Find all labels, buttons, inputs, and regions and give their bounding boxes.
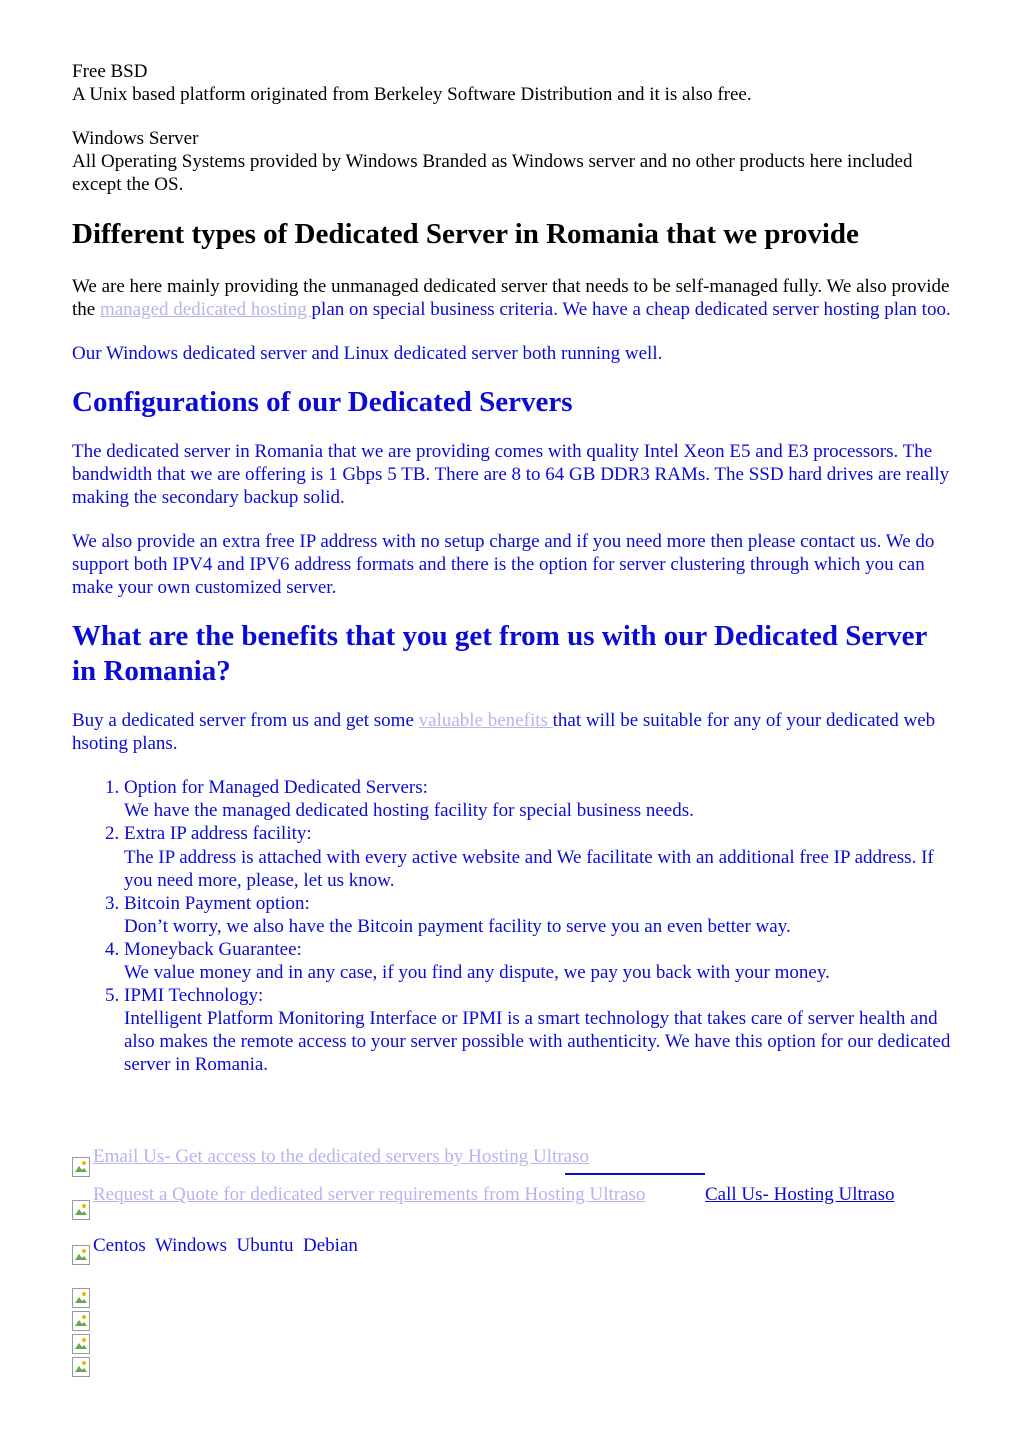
section1-p1-after: plan on special business criteria. We have a cheap dedicated server hosting plan too. bbox=[311, 299, 951, 320]
managed-hosting-link[interactable]: managed dedicated hosting bbox=[99, 299, 312, 320]
os-links bbox=[93, 1234, 358, 1257]
section2-paragraph-2: We also provide an extra free IP address with no setup charge and if you need more then please contact us. We do support both IPV4 and IPV6 address formats and there is the option for server clustering through which you can make your own customized server. bbox=[72, 531, 935, 598]
section3-intro-after: that will be suitable for any of your dedicated web hsoting plans. bbox=[72, 710, 936, 754]
valuable-benefits-link[interactable]: valuable benefits bbox=[418, 710, 553, 731]
section1-p1-before: We are here mainly providing the unmanaged dedicated server that needs to be self-managed fully. We also provide the bbox=[72, 276, 950, 320]
benefit-desc: Don’t worry, we also have the Bitcoin payment facility to serve you an even better way. bbox=[124, 916, 791, 937]
benefit-title: Bitcoin Payment option: bbox=[124, 893, 310, 914]
section2-paragraph-1: The dedicated server in Romania that we are providing comes with quality Intel Xeon E5 and E3 processors. The bandwidth that we are offering is 1 Gbps 5 TB. There are 8 to 64 GB DDR3 RAMs. The SSD hard drives are really making the secondary backup solid. bbox=[72, 441, 950, 508]
broken-image-stack bbox=[72, 1288, 102, 1383]
benefit-title: Moneyback Guarantee: bbox=[124, 939, 302, 960]
broken-image-icon bbox=[72, 1357, 90, 1377]
section1-paragraph-2: Our Windows dedicated server and Linux dedicated server both running well. bbox=[72, 343, 663, 364]
benefit-title: Extra IP address facility: bbox=[124, 823, 312, 844]
section2-heading: Configurations of our Dedicated Servers bbox=[72, 386, 573, 418]
email-row bbox=[72, 1145, 972, 1185]
email-us-link[interactable]: Email Us- Get access to the dedicated servers by Hosting Ultraso bbox=[93, 1146, 589, 1167]
os-link-windows[interactable]: Windows bbox=[154, 1235, 228, 1256]
list-item bbox=[124, 776, 952, 822]
list-item bbox=[124, 822, 952, 892]
benefit-desc: We value money and in any case, if you find any dispute, we pay you back with your money. bbox=[124, 962, 830, 983]
broken-image-icon bbox=[72, 1157, 90, 1177]
broken-image-icon bbox=[72, 1311, 90, 1331]
benefit-title: IPMI Technology: bbox=[124, 985, 264, 1006]
broken-image-icon bbox=[72, 1245, 90, 1265]
broken-image-icon bbox=[72, 1334, 90, 1354]
benefit-title: Option for Managed Dedicated Servers: bbox=[124, 777, 428, 798]
os-link-centos[interactable]: Centos bbox=[93, 1235, 146, 1256]
benefits-list bbox=[72, 776, 952, 1076]
link-underline-divider bbox=[565, 1173, 705, 1175]
benefit-desc: We have the managed dedicated hosting facility for special business needs. bbox=[124, 800, 694, 821]
freebsd-title: Free BSD bbox=[72, 61, 148, 82]
broken-image-icon bbox=[72, 1288, 90, 1308]
os-link-ubuntu[interactable]: Ubuntu bbox=[236, 1235, 294, 1256]
document-page bbox=[72, 60, 952, 1076]
windows-server-section bbox=[72, 127, 952, 196]
call-us-link[interactable]: Call Us- Hosting Ultraso bbox=[705, 1184, 895, 1205]
list-item bbox=[124, 892, 952, 938]
section3-intro-before: Buy a dedicated server from us and get some bbox=[72, 710, 419, 731]
windows-server-title: Windows Server bbox=[72, 128, 199, 149]
freebsd-section bbox=[72, 60, 952, 106]
os-link-debian[interactable]: Debian bbox=[303, 1235, 358, 1256]
list-item bbox=[124, 984, 952, 1076]
os-row bbox=[72, 1234, 972, 1274]
section3-heading: What are the benefits that you get from us with our Dedicated Server in Romania? bbox=[72, 620, 927, 687]
request-quote-link[interactable]: Request a Quote for dedicated server requirements from Hosting Ultraso bbox=[93, 1184, 646, 1205]
section1-heading: Different types of Dedicated Server in Romania that we provide bbox=[72, 218, 859, 250]
quote-row bbox=[72, 1183, 972, 1223]
section3-intro bbox=[72, 709, 952, 755]
benefit-desc: The IP address is attached with every active website and We facilitate with an additional free IP address. If you need more, please, let us know. bbox=[124, 847, 934, 891]
benefit-desc: Intelligent Platform Monitoring Interface or IPMI is a smart technology that takes care of server health and also makes the remote access to your server possible with authenticity. We have this option for our dedicated server in Romania. bbox=[124, 1008, 951, 1075]
windows-server-desc: All Operating Systems provided by Windows Branded as Windows server and no other products here included except the OS. bbox=[72, 151, 913, 195]
list-item bbox=[124, 938, 952, 984]
section1-paragraph bbox=[72, 275, 952, 321]
freebsd-desc: A Unix based platform originated from Berkeley Software Distribution and it is also free. bbox=[72, 84, 752, 105]
broken-image-icon bbox=[72, 1200, 90, 1220]
